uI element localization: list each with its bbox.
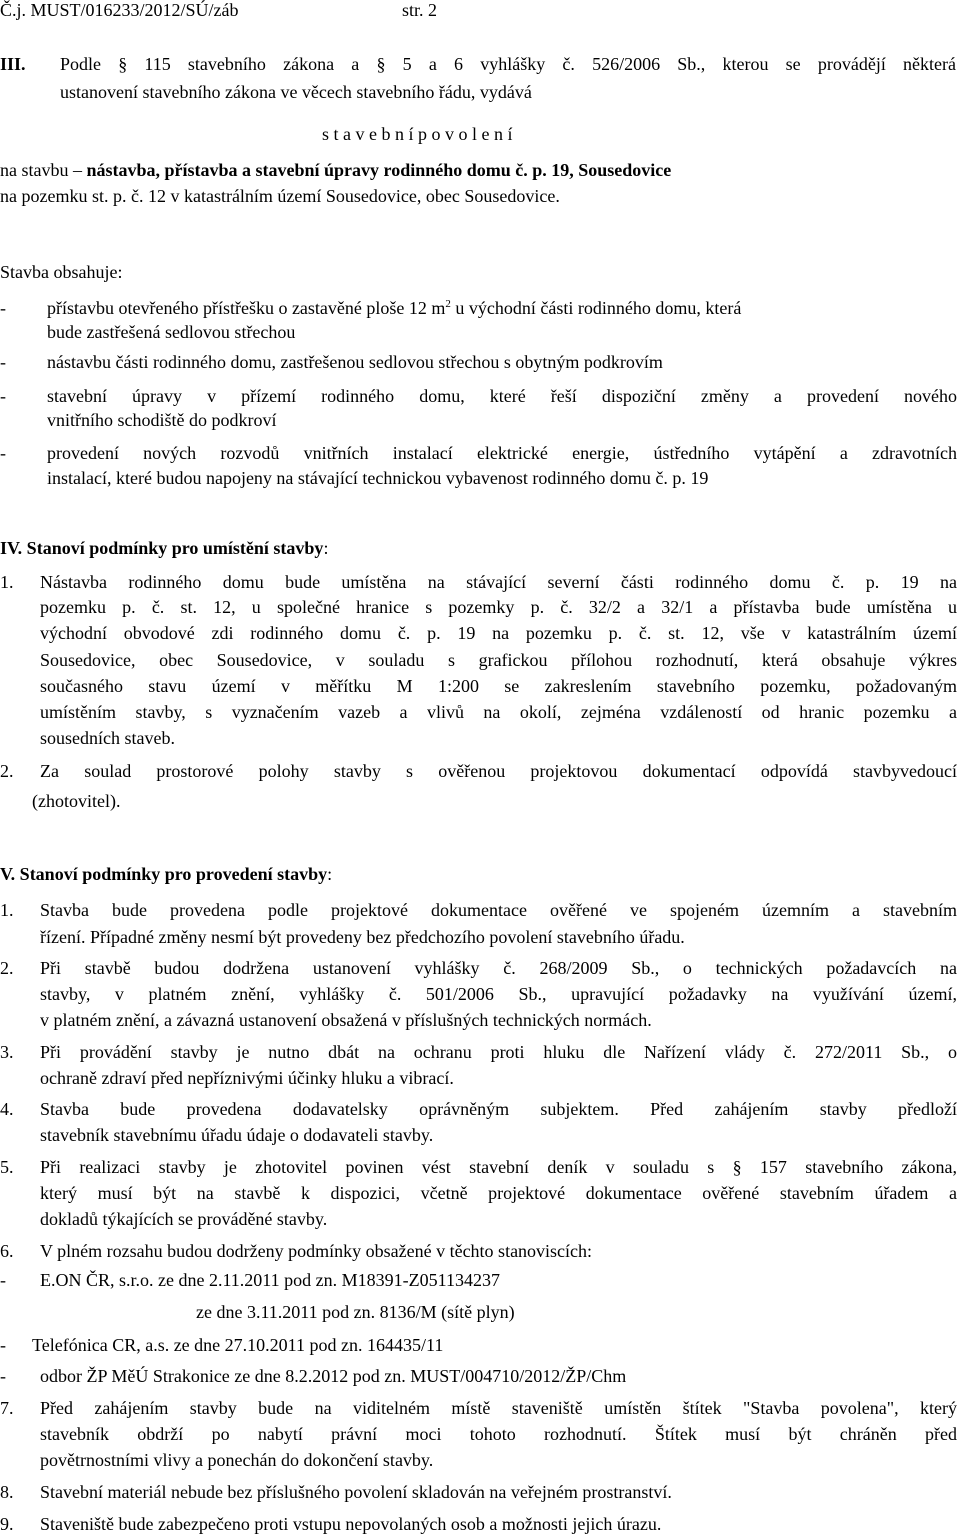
opinion-item: Telefónica CR, a.s. ze dne 27.10.2011 pod zn. 164435/11	[32, 1335, 444, 1355]
section-iv-title: IV. Stanoví podmínky pro umístění stavby	[0, 538, 324, 558]
item-3-line1: stavební úpravy v přízemí rodinného domu, které řeší dispoziční změny a provedení nového	[47, 386, 957, 406]
item-1-line2: bude zastřešená sedlovou střechou	[47, 322, 296, 342]
placement-line: sousedních staveb.	[40, 728, 175, 748]
section-iv-colon: :	[323, 538, 329, 558]
condition-number: 1.	[0, 900, 14, 920]
item-1-text-b: u východní části rodinného domu, která	[450, 298, 742, 318]
item-dash: -	[0, 386, 6, 406]
condition-number: 4.	[0, 1099, 14, 1119]
condition-line: Staveniště bude zabezpečeno proti vstupu nepovolaných osob a možnosti jejich úrazu.	[40, 1514, 662, 1534]
placement-line: umístěním stavby, s vyznačením vazeb a vlivů na okolí, zejména vzdáleností od hranic pozemku a	[40, 702, 957, 722]
section-iv-heading	[0, 536, 328, 560]
section-v-title: V. Stanoví podmínky pro provedení stavby	[0, 864, 328, 884]
stavbu-name: nástavba, přístavba a stavební úpravy rodinného domu č. p. 19, Sousedovice	[86, 160, 672, 180]
condition-line: ochraně zdraví před nepříznivými účinky hluku a vibrací.	[40, 1068, 454, 1088]
section-v-heading	[0, 862, 332, 886]
condition-line: stavby, v platném znění, vyhlášky č. 501/2006 Sb., upravující požadavky na využívání území,	[40, 984, 957, 1004]
reference-number: Č.j. MUST/016233/2012/SÚ/záb	[0, 0, 239, 20]
condition-line: Před zahájením stavby bude na viditelném místě staveniště umístěn štítek "Stavba povolena", který	[40, 1398, 957, 1418]
condition-line: který musí být na stavbě k dispozici, včetně projektové dokumentace ověřené stavebním úřadem a	[40, 1183, 957, 1203]
condition-line: stavebník stavebnímu úřadu údaje o dodavateli stavby.	[40, 1125, 434, 1145]
opinion-dash: -	[0, 1366, 6, 1386]
opinion-dash: -	[0, 1335, 6, 1355]
item-dash: -	[0, 298, 6, 318]
section-iii-intro-line2: ustanovení stavebního zákona ve věcech stavebního řádu, vydává	[60, 82, 532, 102]
item-1-text-a: přístavbu otevřeného přístřešku o zastavěné ploše 12 m	[47, 298, 446, 318]
condition-number: 7.	[0, 1398, 14, 1418]
condition-2-line1: Za soulad prostorové polohy stavby s ověřenou projektovou dokumentací odpovídá stavbyvedoucí	[40, 761, 957, 781]
stavbu-prefix: na stavbu –	[0, 160, 87, 180]
condition-number: 1.	[0, 572, 14, 592]
condition-line: v platném znění, a závazná ustanovení obsažená v příslušných technických normách.	[40, 1010, 652, 1030]
item-4-line2: instalací, které budou napojeny na stávající technickou vybavenost rodinného domu č. p. 19	[47, 468, 709, 488]
condition-line: Stavba bude provedena podle projektové dokumentace ověřené ve spojeném územním a stavebním	[40, 900, 957, 920]
item-1-line1	[47, 296, 957, 323]
opinion-dash: -	[0, 1270, 6, 1290]
condition-line: dokladů týkajících se prováděné stavby.	[40, 1209, 328, 1229]
section-iii-intro-line1: Podle § 115 stavebního zákona a § 5 a 6 vyhlášky č. 526/2006 Sb., kterou se provádějí některá	[60, 54, 956, 74]
decision-title: s t a v e b n í p o v o l e n í	[322, 124, 513, 144]
placement-line: východní obvodové zdi rodinného domu č. p. 19 na pozemku p. č. st. 12, vše v katastrálním území	[40, 623, 957, 643]
condition-number: 8.	[0, 1482, 14, 1502]
item-dash: -	[0, 443, 6, 463]
condition-line: řízení. Případné změny nesmí být provedeny bez předchozího povolení stavebního úřadu.	[40, 927, 685, 947]
condition-number: 9.	[0, 1514, 14, 1534]
section-number-iii: III.	[0, 54, 26, 74]
section-v-colon: :	[327, 864, 333, 884]
construction-description-line1	[0, 158, 956, 182]
condition-number: 5.	[0, 1157, 14, 1177]
item-4-line1: provedení nových rozvodů vnitřních instalací elektrické energie, ústředního vytápění a zdravotních	[47, 443, 957, 463]
construction-description-line2: na pozemku st. p. č. 12 v katastrálním území Sousedovice, obec Sousedovice.	[0, 186, 560, 206]
construction-contains-heading: Stavba obsahuje:	[0, 262, 123, 282]
condition-line: stavebník obdrží po nabytí právní moci tohoto rozhodnutí. Štítek musí být chráněn před	[40, 1424, 957, 1444]
condition-number: 2.	[0, 761, 14, 781]
condition-line: Stavební materiál nebude bez příslušného povolení skladován na veřejném prostranství.	[40, 1482, 672, 1502]
condition-2-line2: (zhotovitel).	[32, 791, 121, 811]
placement-line: současného stavu území v měřítku M 1:200 se zakreslením stavebního pozemku, požadovaným	[40, 676, 957, 696]
opinion-item: E.ON ČR, s.r.o. ze dne 2.11.2011 pod zn. M18391-Z051134237	[40, 1270, 500, 1290]
condition-line: V plném rozsahu budou dodrženy podmínky obsažené v těchto stanoviscích:	[40, 1241, 593, 1261]
opinion-item: ze dne 3.11.2011 pod zn. 8136/M (sítě plyn)	[196, 1302, 515, 1322]
placement-line: Nástavba rodinného domu bude umístěna na stávající severní části rodinného domu č. p. 19 na	[40, 572, 957, 592]
placement-line: Sousedovice, obec Sousedovice, v souladu s grafickou přílohou rozhodnutí, která obsahuje výkres	[40, 650, 957, 670]
condition-line: Při realizaci stavby je zhotovitel povinen vést stavební deník v souladu s § 157 stavebního zákona,	[40, 1157, 957, 1177]
superscript-2: 2	[445, 298, 451, 310]
placement-line: pozemku p. č. st. 12, u společné hranice s pozemky p. č. 32/2 a 32/1 a přístavba bude umístěna u	[40, 597, 957, 617]
condition-number: 2.	[0, 958, 14, 978]
condition-number: 6.	[0, 1241, 14, 1261]
opinion-item: odbor ŽP MěÚ Strakonice ze dne 8.2.2012 pod zn. MUST/004710/2012/ŽP/Chm	[40, 1366, 627, 1386]
condition-line: Stavba bude provedena dodavatelsky oprávněným subjektem. Před zahájením stavby předloží	[40, 1099, 957, 1119]
condition-line: Při provádění stavby je nutno dbát na ochranu proti hluku dle Nařízení vlády č. 272/2011 Sb., o	[40, 1042, 957, 1062]
item-2-line1: nástavbu části rodinného domu, zastřešenou sedlovou střechou s obytným podkrovím	[47, 352, 663, 372]
condition-line: povětrnostními vlivy a ponechán do dokončení stavby.	[40, 1450, 434, 1470]
item-dash: -	[0, 352, 6, 372]
condition-number: 3.	[0, 1042, 14, 1062]
page-number: str. 2	[402, 0, 438, 20]
condition-line: Při stavbě budou dodržena ustanovení vyhlášky č. 268/2009 Sb., o technických požadavcích na	[40, 958, 957, 978]
item-3-line2: vnitřního schodiště do podkroví	[47, 410, 277, 430]
